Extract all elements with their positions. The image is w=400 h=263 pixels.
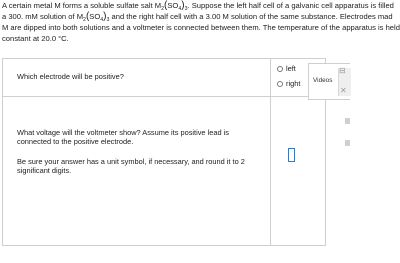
prompt-line-3: M are dipped into both solutions and a voltmeter is connected between them. The temperature of the apparatus is held bbox=[2, 23, 400, 32]
question-voltage-text: What voltage will the voltmeter show? Assume its positive lead is connected to the positive electrode. bbox=[17, 128, 229, 146]
radio-left-circle[interactable] bbox=[277, 66, 283, 72]
prompt-line-4: constant at 20.0 °C. bbox=[2, 34, 69, 43]
voltage-answer-input[interactable] bbox=[288, 148, 295, 162]
tools-panel bbox=[308, 63, 350, 100]
question-table bbox=[2, 58, 326, 246]
edge-tab-2 bbox=[345, 140, 350, 146]
prompt-line-1: A certain metal M forms a soluble sulfate salt $M_2(SO_4)_3$. Suppose the left half cell of a galvanic cell apparatus is filled bbox=[2, 0, 394, 12]
column-divider bbox=[270, 59, 271, 245]
radio-left-label: left bbox=[286, 64, 296, 73]
salt-formula: $M_2(SO_4)_3$ bbox=[76, 11, 110, 23]
edge-tab-1 bbox=[345, 118, 350, 124]
radio-right-label: right bbox=[286, 79, 301, 88]
radio-right-circle[interactable] bbox=[277, 81, 283, 87]
radio-right[interactable] bbox=[277, 79, 300, 88]
close-icon[interactable]: ✕ bbox=[340, 86, 347, 95]
question-electrode-text: Which electrode will be positive? bbox=[17, 72, 124, 81]
periodic-table-icon[interactable]: ⊟ bbox=[339, 66, 346, 75]
problem-statement bbox=[2, 0, 400, 44]
significant-digits-note: Be sure your answer has a unit symbol, if necessary, and round it to 2 significant digits. bbox=[17, 157, 245, 175]
question-row-electrode bbox=[3, 59, 325, 97]
salt-formula: $M_2(SO_4)_3$ bbox=[154, 0, 188, 12]
videos-button[interactable]: Videos bbox=[313, 77, 333, 84]
question-row-voltage bbox=[3, 96, 325, 246]
prompt-line-2: a 300. mM solution of $M_2(SO_4)_3$ and the right half cell with a 3.00 M solution of the same substance. Electrodes mad bbox=[2, 11, 393, 23]
radio-left[interactable] bbox=[277, 64, 296, 73]
